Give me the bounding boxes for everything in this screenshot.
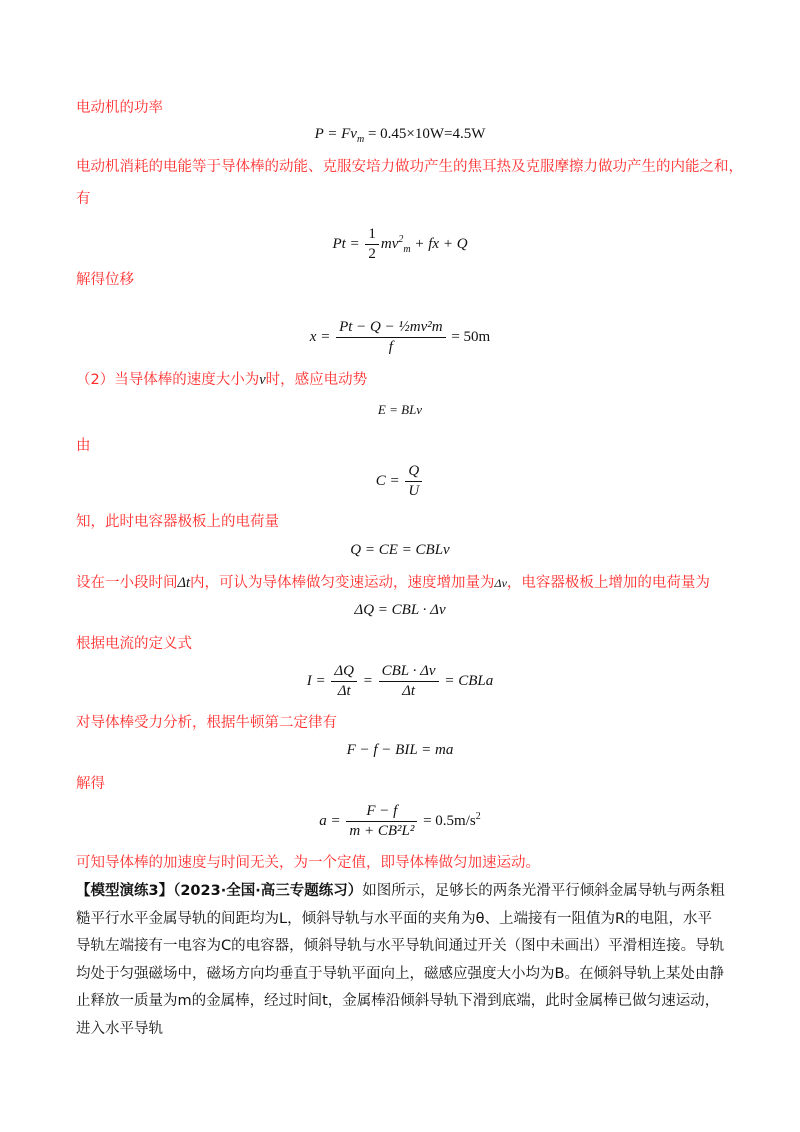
- text-solve-displacement: 解得位移: [76, 272, 134, 288]
- text-solve: 解得: [76, 776, 105, 792]
- exercise-body: 如图所示，足够长的两条光滑平行倾斜金属导轨与两条粗糙平行水平金属导轨的间距均为L，倾斜导轨与水平面的夹角为θ、上端接有一阻值为R的电阻，水平导轨左端接有一电容为C的电容器，倾斜导轨与水平导轨间通过开关（图中未画出）平滑相连接。导轨均处于匀强磁场中，磁场方向均垂直于导轨平面向上，磁感应强度大小均为B。在倾斜导轨上某处由静止释放一质量为m的金属棒，经过时间t，金属棒沿倾斜导轨下滑到底端，此时金属棒已做匀速运动，进入水平导轨: [76, 883, 725, 1037]
- equation-emf: E = BLv: [377, 402, 423, 417]
- text-part2-emf: （2）当导体棒的速度大小为v时，感应电动势: [76, 372, 368, 388]
- equation-delta-charge: ΔQ = CBL · Δv: [354, 602, 446, 618]
- equation-acceleration: a = $\frac{F - f}{\text{m + CB²L²}}$ = $0.5m/s^2$: [319, 803, 481, 839]
- equation-capacitance: C = $\frac{Q}{U}$: [0, 462, 800, 501]
- text-from: 由: [76, 438, 91, 454]
- exercise-paragraph: [76, 878, 726, 1043]
- text-motor-power: 电动机的功率: [76, 100, 163, 116]
- equation-current: I = $\frac{\Delta Q}{\Delta t}$ = $\frac{\text{CBL · Δv}}{\Delta t}$ = CBLa: [306, 663, 494, 699]
- equation-energy: Pt = $\frac{1}{2}$ $mv^2_m$ + fx + Q: [332, 226, 468, 262]
- equation-newton: F − f − BIL = ma: [346, 742, 454, 758]
- text-have: 有: [76, 191, 91, 207]
- text-force-analysis: 对导体棒受力分析，根据牛顿第二定律有: [76, 715, 337, 731]
- text-conclusion: 可知导体棒的加速度与时间无关，为一个定值，即导体棒做匀加速运动。: [76, 855, 540, 871]
- text-current-definition: 根据电流的定义式: [76, 636, 192, 652]
- text-energy-balance: 电动机消耗的电能等于导体棒的动能、克服安培力做功产生的焦耳热及克服摩擦力做功产生的内能之和，: [76, 159, 743, 175]
- equation-charge: Q = CE = CBLv: [350, 542, 450, 558]
- text-charge: 知，此时电容器极板上的电荷量: [76, 514, 279, 530]
- equation-displacement: x = $\frac{\text{Pt − Q − ½mv²m}}{f}$ = 50m: [309, 319, 491, 355]
- text-small-interval: 设在一小段时间Δt内，可认为导体棒做匀变速运动，速度增加量为Δv，电容器极板上增加的电荷量为: [76, 575, 710, 591]
- exercise-tag: 【模型演练3】（2023·全国·高三专题练习）: [76, 883, 363, 899]
- equation-power: $P = Fv_m = 0.45\times 10W=4.5W$: [314, 126, 486, 145]
